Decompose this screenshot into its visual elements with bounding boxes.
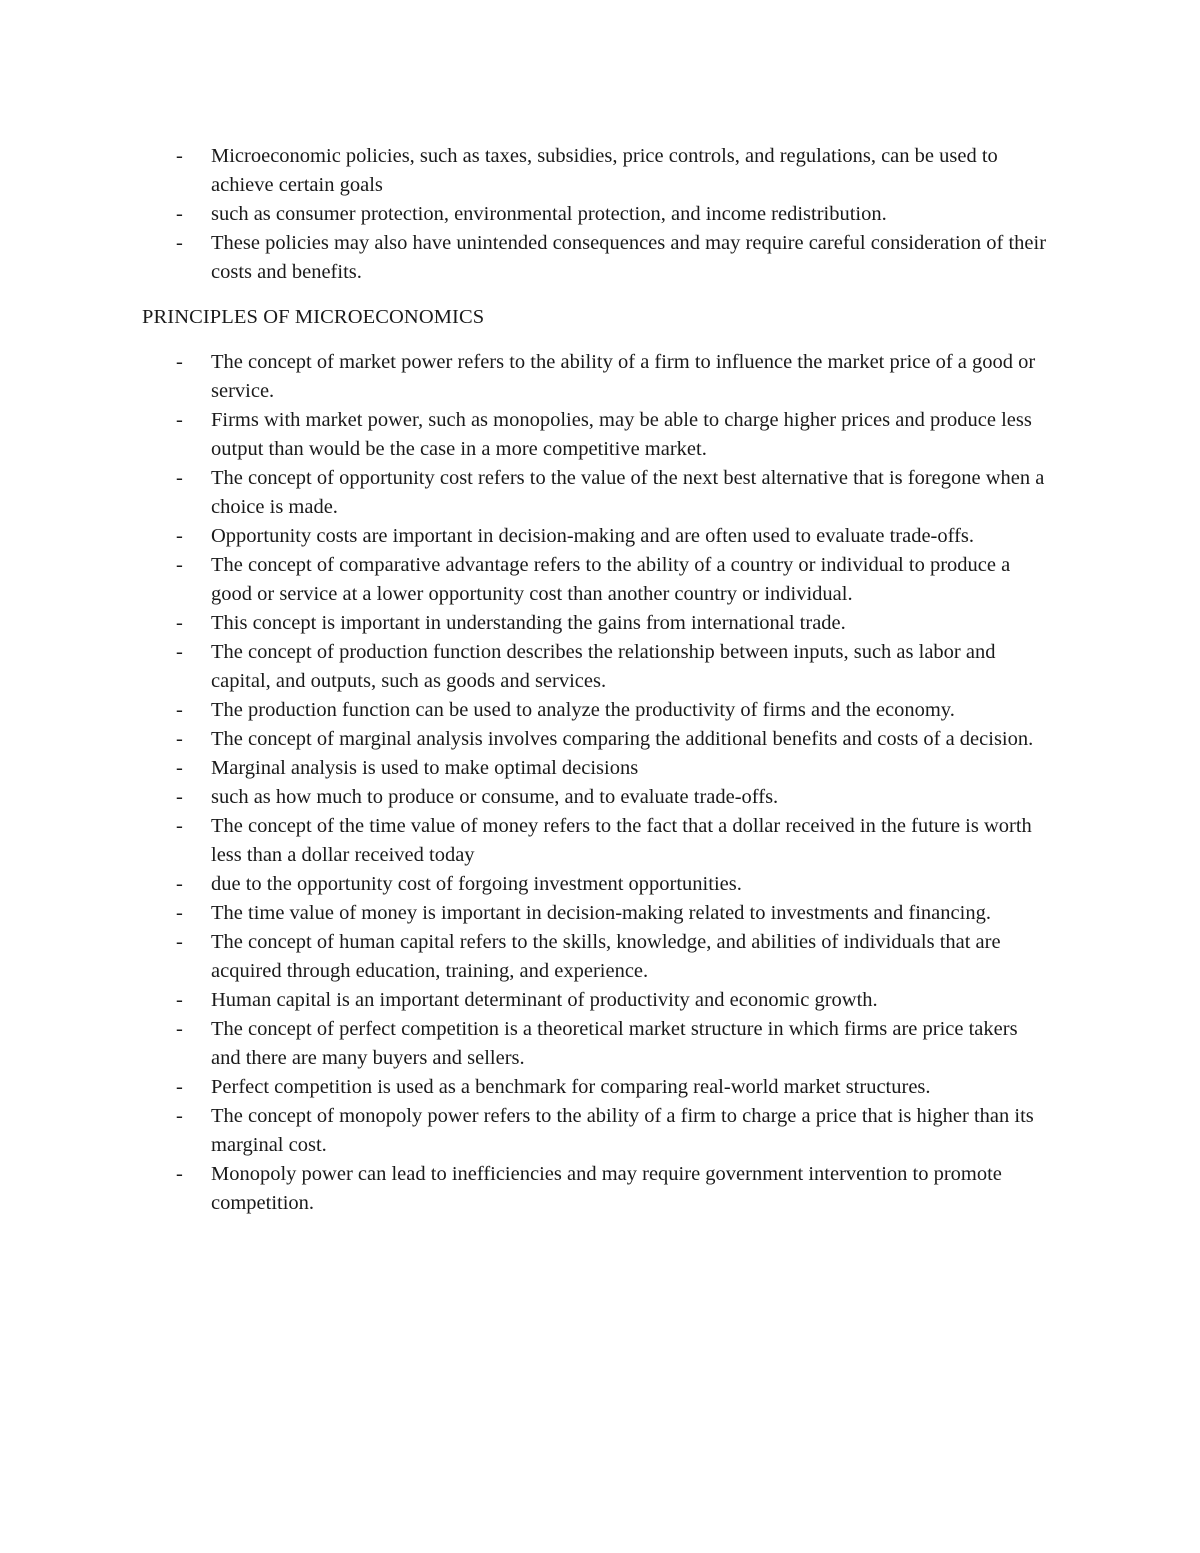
bullet-dash: - bbox=[176, 232, 183, 254]
list-item-text: such as consumer protection, environmental protection, and income redistribution. bbox=[211, 203, 887, 225]
list-item-text: The concept of monopoly power refers to the ability of a firm to charge a price that is higher than its marginal cost. bbox=[211, 1105, 1034, 1156]
list-item bbox=[0, 638, 1051, 696]
list-item bbox=[0, 142, 1051, 200]
bullet-dash: - bbox=[176, 641, 183, 663]
bullet-dash: - bbox=[176, 409, 183, 431]
bullet-dash: - bbox=[176, 351, 183, 373]
bullet-dash: - bbox=[176, 203, 183, 225]
list-item-text: Firms with market power, such as monopolies, may be able to charge higher prices and produce less output than would be the case in a more competitive market. bbox=[211, 409, 1032, 460]
list-item-text: The time value of money is important in decision-making related to investments and financing. bbox=[211, 902, 991, 924]
bullet-dash: - bbox=[176, 525, 183, 547]
list-item bbox=[0, 229, 1051, 287]
principles-bullet-list bbox=[0, 348, 1200, 1218]
list-item bbox=[0, 200, 1051, 229]
list-item bbox=[0, 609, 1051, 638]
list-item-text: The concept of marginal analysis involves comparing the additional benefits and costs of a decision. bbox=[211, 728, 1034, 750]
bullet-dash: - bbox=[176, 786, 183, 808]
list-item bbox=[0, 1102, 1051, 1160]
list-item-text: This concept is important in understanding the gains from international trade. bbox=[211, 612, 846, 634]
list-item-text: The concept of the time value of money refers to the fact that a dollar received in the future is worth less than a dollar received today bbox=[211, 815, 1032, 866]
list-item-text: The production function can be used to analyze the productivity of firms and the economy. bbox=[211, 699, 955, 721]
list-item bbox=[0, 928, 1051, 986]
list-item-text: due to the opportunity cost of forgoing investment opportunities. bbox=[211, 873, 742, 895]
list-item bbox=[0, 551, 1051, 609]
bullet-dash: - bbox=[176, 757, 183, 779]
list-item bbox=[0, 522, 1051, 551]
list-item-text: The concept of opportunity cost refers to the value of the next best alternative that is foregone when a choice is made. bbox=[211, 467, 1045, 518]
list-item-text: Opportunity costs are important in decision-making and are often used to evaluate trade-offs. bbox=[211, 525, 975, 547]
list-item-text: The concept of perfect competition is a theoretical market structure in which firms are price takers and there are many buyers and sellers. bbox=[211, 1018, 1018, 1069]
bullet-dash: - bbox=[176, 815, 183, 837]
list-item-text: Human capital is an important determinant of productivity and economic growth. bbox=[211, 989, 878, 1011]
bullet-dash: - bbox=[176, 1163, 183, 1185]
list-item bbox=[0, 348, 1051, 406]
list-item bbox=[0, 406, 1051, 464]
list-item bbox=[0, 754, 1051, 783]
list-item-text: The concept of human capital refers to the skills, knowledge, and abilities of individuals that are acquired through education, training, and experience. bbox=[211, 931, 1001, 982]
bullet-dash: - bbox=[176, 1018, 183, 1040]
bullet-dash: - bbox=[176, 873, 183, 895]
bullet-dash: - bbox=[176, 902, 183, 924]
bullet-dash: - bbox=[176, 145, 183, 167]
list-item-text: Marginal analysis is used to make optimal decisions bbox=[211, 757, 639, 779]
list-item-text: These policies may also have unintended consequences and may require careful consideration of their costs and benefits. bbox=[211, 232, 1047, 283]
bullet-dash: - bbox=[176, 612, 183, 634]
section-heading: PRINCIPLES OF MICROECONOMICS bbox=[142, 306, 485, 328]
list-item-text: The concept of production function describes the relationship between inputs, such as labor and capital, and outputs, such as goods and services. bbox=[211, 641, 996, 692]
bullet-dash: - bbox=[176, 467, 183, 489]
list-item-text: The concept of comparative advantage refers to the ability of a country or individual to produce a good or service at a lower opportunity cost than another country or individual. bbox=[211, 554, 1011, 605]
list-item bbox=[0, 986, 1051, 1015]
bullet-dash: - bbox=[176, 699, 183, 721]
intro-bullet-list bbox=[0, 142, 1200, 287]
list-item bbox=[0, 1160, 1051, 1218]
list-item bbox=[0, 870, 1051, 899]
list-item-text: Perfect competition is used as a benchmark for comparing real-world market structures. bbox=[211, 1076, 931, 1098]
list-item bbox=[0, 812, 1051, 870]
list-item bbox=[0, 725, 1051, 754]
bullet-dash: - bbox=[176, 989, 183, 1011]
list-item-text: Monopoly power can lead to inefficiencies and may require government intervention to promote competition. bbox=[211, 1163, 1002, 1214]
bullet-dash: - bbox=[176, 1076, 183, 1098]
list-item-text: The concept of market power refers to the ability of a firm to influence the market price of a good or service. bbox=[211, 351, 1036, 402]
bullet-dash: - bbox=[176, 931, 183, 953]
list-item bbox=[0, 783, 1051, 812]
bullet-dash: - bbox=[176, 554, 183, 576]
list-item bbox=[0, 1015, 1051, 1073]
bullet-dash: - bbox=[176, 1105, 183, 1127]
list-item bbox=[0, 696, 1051, 725]
list-item-text: such as how much to produce or consume, and to evaluate trade-offs. bbox=[211, 786, 779, 808]
list-item bbox=[0, 899, 1051, 928]
list-item bbox=[0, 464, 1051, 522]
list-item-text: Microeconomic policies, such as taxes, subsidies, price controls, and regulations, can be used to achieve certain goals bbox=[211, 145, 998, 196]
list-item bbox=[0, 1073, 1051, 1102]
bullet-dash: - bbox=[176, 728, 183, 750]
